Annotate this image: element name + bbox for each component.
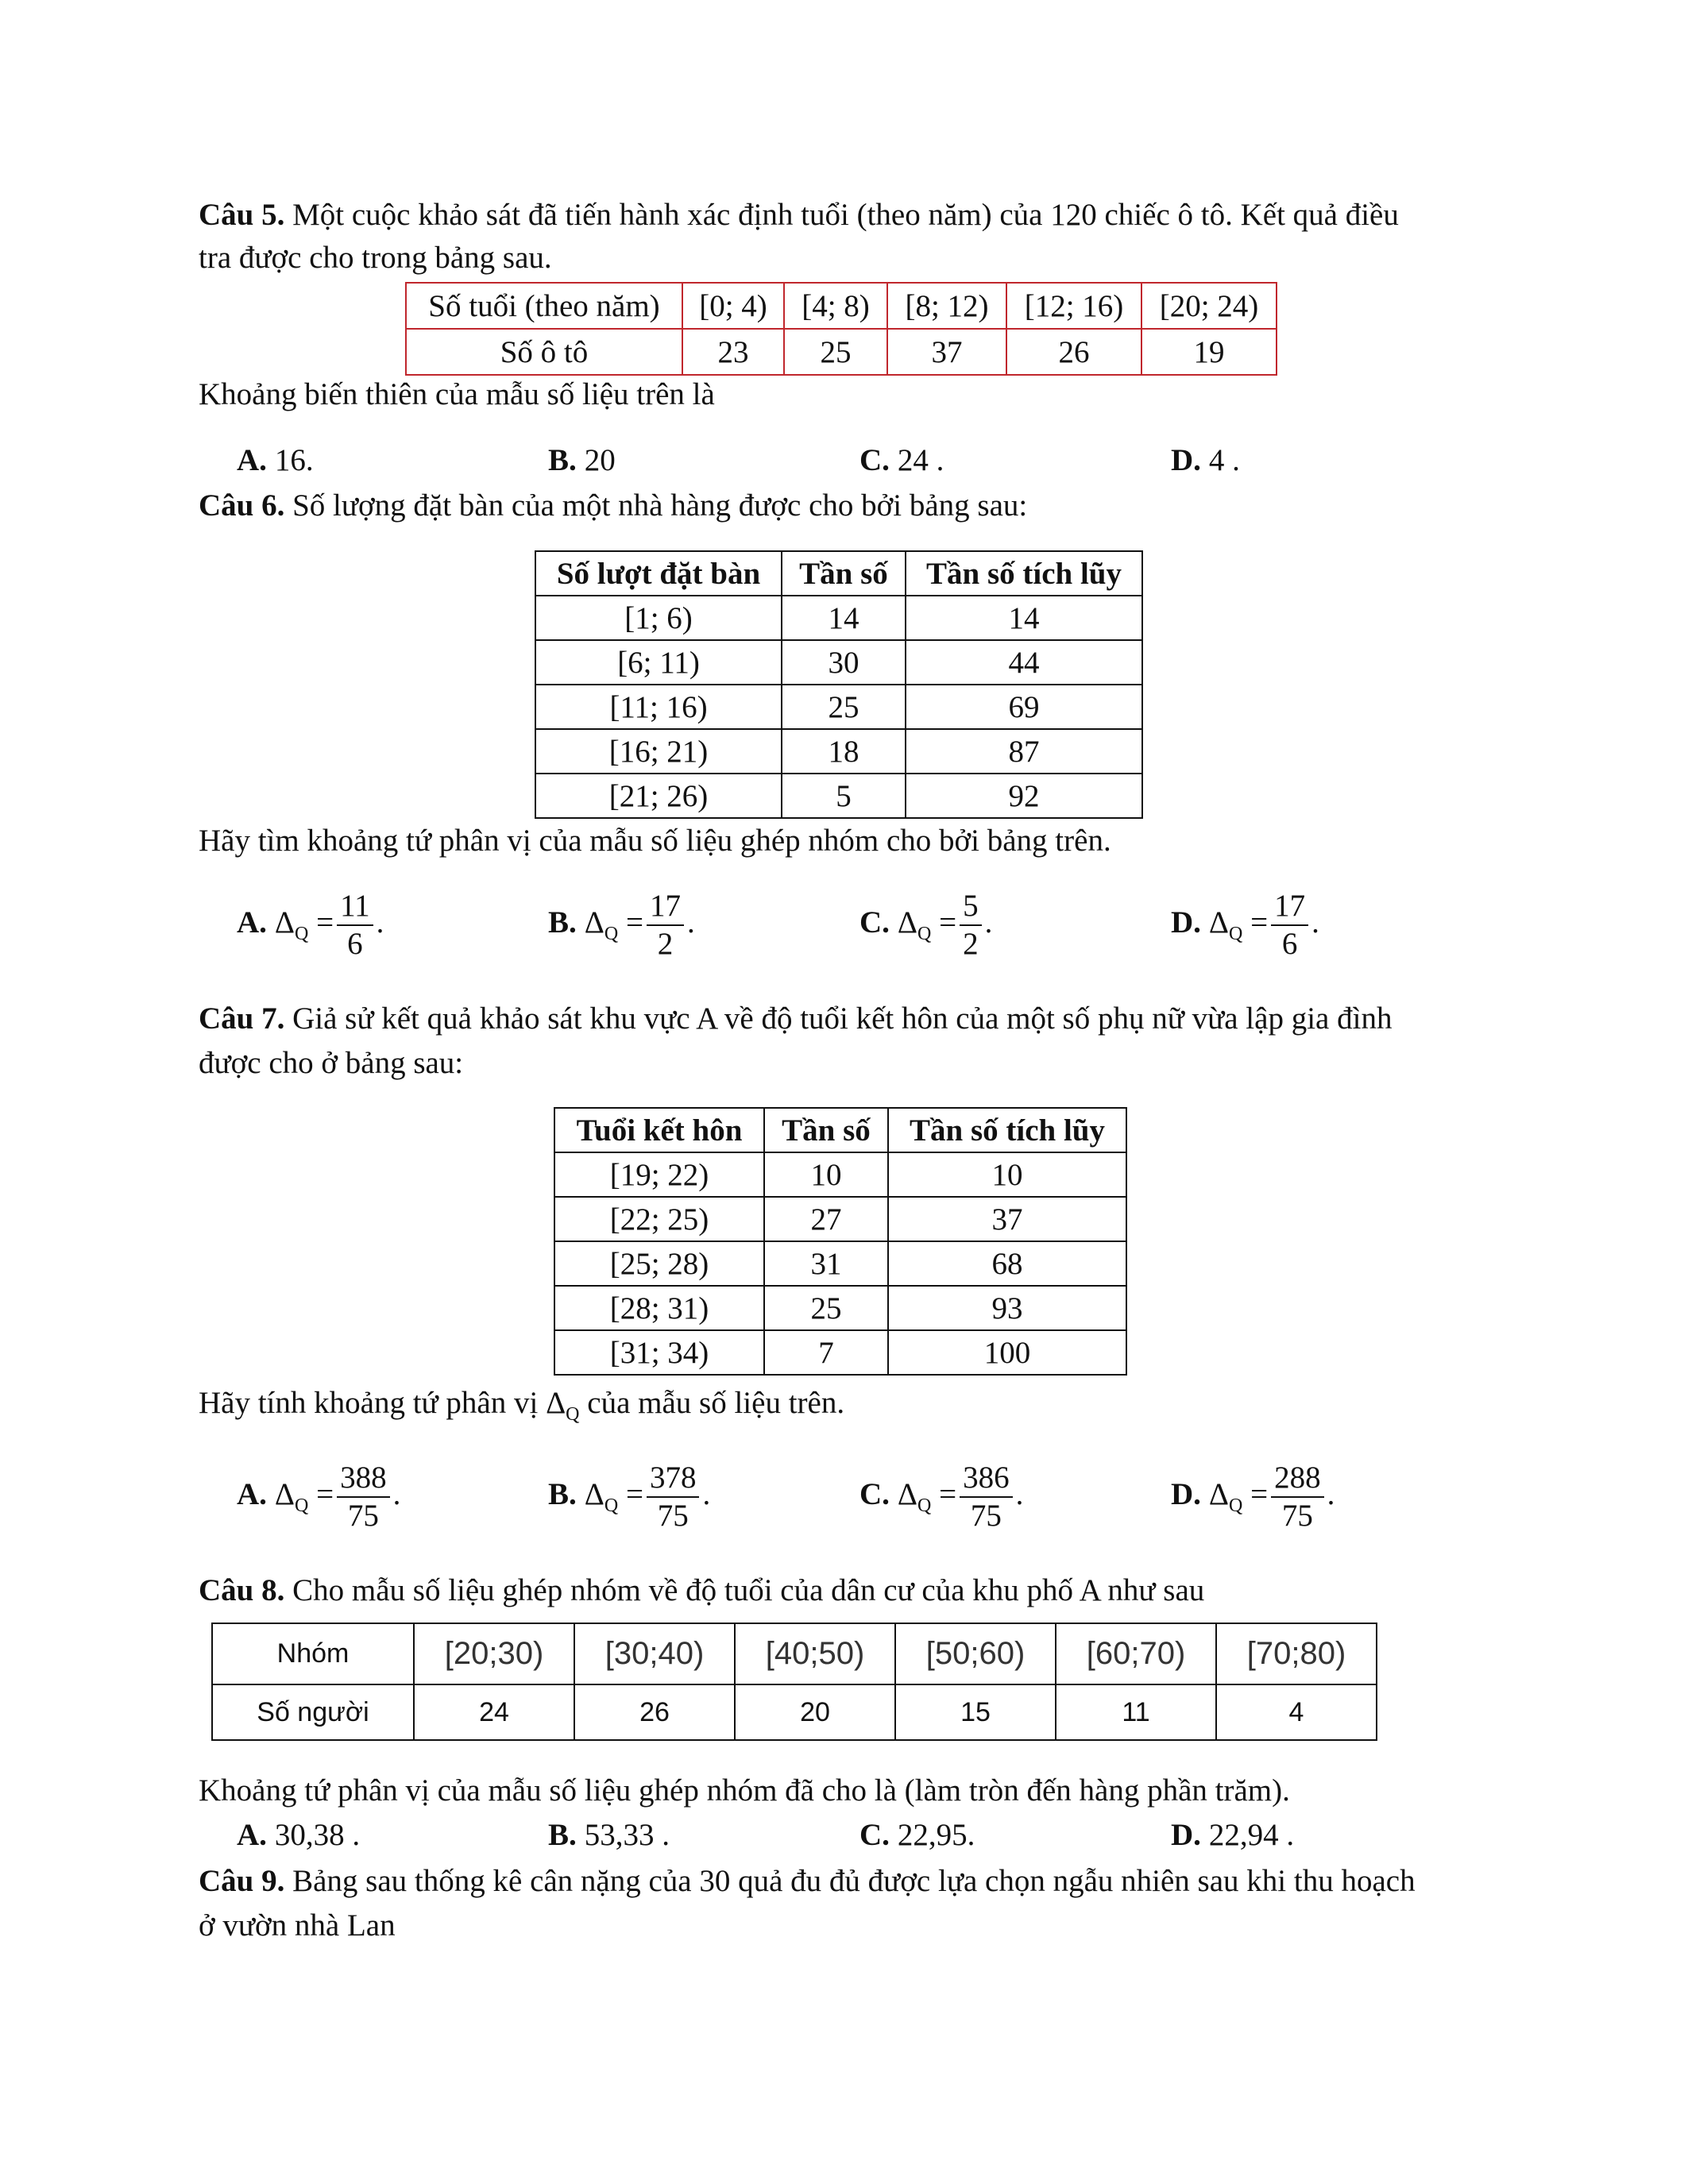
table-row (535, 774, 1142, 818)
table-cell: 14 (906, 596, 1142, 640)
table-row (406, 283, 1277, 329)
table-cell: Số tuổi (theo năm) (406, 283, 682, 329)
option-letter: B. (548, 905, 577, 940)
table-row (554, 1241, 1126, 1286)
delta-symbol: $\Delta_Q$ (897, 905, 932, 944)
q6-option-b: B. $\Delta_Q$ = $\frac{17}{2}$ . (548, 889, 695, 961)
q6-text: Số lượng đặt bàn của một nhà hàng được cho bởi bảng sau: (284, 488, 1028, 523)
option-value: 22,95. (897, 1818, 975, 1852)
q7-option-d: D. $\Delta_Q$ = $\frac{288}{75}$ . (1171, 1461, 1335, 1533)
table-row (554, 1330, 1126, 1375)
table-header-row (535, 551, 1142, 596)
q5-option-d (1171, 441, 1240, 480)
table-cell: 15 (895, 1684, 1056, 1740)
q9-text1: Bảng sau thống kê cân nặng của 30 quả đu đủ được lựa chọn ngẫu nhiên sau khi thu hoạch (284, 1864, 1416, 1898)
table-cell: [6; 11) (535, 640, 782, 685)
table-cell: 44 (906, 640, 1142, 685)
q7-text1: Giả sử kết quả khảo sát khu vực A về độ tuổi kết hôn của một số phụ nữ vừa lập gia đình (284, 1001, 1393, 1036)
table-cell: 14 (782, 596, 906, 640)
table-cell: 25 (782, 685, 906, 729)
option-letter: A. (237, 1476, 267, 1511)
table-row (554, 1286, 1126, 1330)
option-letter: C. (859, 443, 890, 477)
table-cell: 10 (764, 1152, 888, 1197)
option-letter: D. (1171, 905, 1201, 940)
q5-option-a (237, 441, 314, 480)
q8-option-c (859, 1815, 975, 1855)
table-cell: [70;80) (1216, 1623, 1377, 1684)
q8-text: Cho mẫu số liệu ghép nhóm về độ tuổi của dân cư của khu phố A như sau (284, 1573, 1205, 1607)
q6-line (199, 486, 1027, 526)
delta-symbol: $\Delta_Q$ (274, 1476, 309, 1516)
q5-question: Khoảng biến thiên của mẫu số liệu trên là (199, 377, 715, 411)
table-cell: [20; 24) (1141, 283, 1277, 329)
q5-option-c (859, 441, 944, 480)
q5-text1: Một cuộc khảo sát đã tiến hành xác định tuổi (theo năm) của 120 chiếc ô tô. Kết quả điều (284, 198, 1399, 232)
q9-label: Câu 9. (199, 1864, 285, 1898)
table-cell: [40;50) (735, 1623, 895, 1684)
q6-option-a: A. $\Delta_Q$ = $\frac{11}{6}$ . (237, 889, 384, 961)
table-cell: [21; 26) (535, 774, 782, 818)
q7-option-a: A. $\Delta_Q$ = $\frac{388}{75}$ . (237, 1461, 401, 1533)
fraction: $\frac{288}{75}$ (1271, 1460, 1324, 1534)
q6-table (535, 550, 1143, 819)
table-cell: 26 (1006, 329, 1141, 375)
fraction: $\frac{5}{2}$ (960, 888, 982, 963)
table-cell: 25 (764, 1286, 888, 1330)
q8-line (199, 1571, 1204, 1611)
q8-question: Khoảng tứ phân vị của mẫu số liệu ghép nhóm đã cho là (làm tròn đến hàng phần trăm). (199, 1773, 1290, 1808)
q8-label: Câu 8. (199, 1573, 285, 1607)
table-cell: 68 (888, 1241, 1126, 1286)
table-cell: 5 (782, 774, 906, 818)
option-letter: C. (859, 1476, 890, 1511)
option-value: 22,94 . (1208, 1818, 1295, 1852)
delta-symbol: $\Delta_Q$ (1208, 905, 1243, 944)
table-cell: [16; 21) (535, 729, 782, 774)
table-cell: 24 (414, 1684, 574, 1740)
table-cell: [22; 25) (554, 1197, 764, 1241)
table-cell: 93 (888, 1286, 1126, 1330)
q5-label: Câu 5. (199, 198, 285, 232)
table-row (212, 1684, 1377, 1740)
q7-option-c: C. $\Delta_Q$ = $\frac{386}{75}$ . (859, 1461, 1024, 1533)
table-cell: [1; 6) (535, 596, 782, 640)
table-cell: 18 (782, 729, 906, 774)
table-cell: 30 (782, 640, 906, 685)
table-cell: 87 (906, 729, 1142, 774)
q8-option-d (1171, 1815, 1294, 1855)
table-cell: 7 (764, 1330, 888, 1375)
table-cell: [20;30) (414, 1623, 574, 1684)
table-cell: 19 (1141, 329, 1277, 375)
table-cell: 27 (764, 1197, 888, 1241)
table-cell: 26 (574, 1684, 735, 1740)
option-value: 53,33 . (584, 1818, 670, 1852)
fraction: $\frac{378}{75}$ (647, 1460, 700, 1534)
table-cell: [31; 34) (554, 1330, 764, 1375)
option-letter: D. (1171, 1818, 1201, 1852)
q7-question: Hãy tính khoảng tứ phân vị $\Delta_Q$ của mẫu số liệu trên. (199, 1386, 845, 1425)
table-cell: 20 (735, 1684, 895, 1740)
table-cell: [19; 22) (554, 1152, 764, 1197)
table-cell: 4 (1216, 1684, 1377, 1740)
table-cell: 92 (906, 774, 1142, 818)
option-letter: A. (237, 905, 267, 940)
table-cell: 11 (1056, 1684, 1216, 1740)
q7-table (554, 1107, 1127, 1376)
option-letter: C. (859, 1818, 890, 1852)
table-row (535, 640, 1142, 685)
option-value: 20 (584, 443, 616, 477)
table-cell: 37 (888, 1197, 1126, 1241)
table-row (535, 729, 1142, 774)
option-letter: A. (237, 443, 267, 477)
q5-line2: tra được cho trong bảng sau. (199, 241, 552, 275)
fraction: $\frac{11}{6}$ (337, 888, 373, 963)
table-row (212, 1623, 1377, 1684)
delta-symbol: $\Delta_Q$ (584, 1476, 619, 1516)
table-header: Số lượt đặt bàn (535, 551, 782, 596)
q8-option-b (548, 1815, 670, 1855)
table-cell: [30;40) (574, 1623, 735, 1684)
table-header: Tần số tích lũy (888, 1108, 1126, 1152)
q6-label: Câu 6. (199, 488, 285, 523)
fraction: $\frac{386}{75}$ (960, 1460, 1013, 1534)
table-header: Tần số tích lũy (906, 551, 1142, 596)
table-cell: [28; 31) (554, 1286, 764, 1330)
delta-symbol: $\Delta_Q$ (897, 1476, 932, 1516)
table-cell: 69 (906, 685, 1142, 729)
option-letter: D. (1171, 443, 1201, 477)
q9-line1 (199, 1862, 1416, 1901)
fraction: $\frac{17}{2}$ (647, 888, 684, 963)
q7-line1 (199, 999, 1392, 1039)
table-cell: Nhóm (212, 1623, 414, 1684)
table-row (535, 596, 1142, 640)
q5-table (405, 282, 1277, 376)
table-cell: 37 (887, 329, 1006, 375)
table-cell: Số ô tô (406, 329, 682, 375)
table-cell: [0; 4) (682, 283, 784, 329)
table-cell: 25 (784, 329, 887, 375)
table-cell: [12; 16) (1006, 283, 1141, 329)
table-cell: [50;60) (895, 1623, 1056, 1684)
table-cell: 31 (764, 1241, 888, 1286)
table-cell: 10 (888, 1152, 1126, 1197)
table-cell: [4; 8) (784, 283, 887, 329)
q9-line2: ở vườn nhà Lan (199, 1908, 396, 1943)
delta-symbol: $\Delta_Q$ (274, 905, 309, 944)
option-value: 30,38 . (274, 1818, 361, 1852)
table-cell: [60;70) (1056, 1623, 1216, 1684)
q7-option-b: B. $\Delta_Q$ = $\frac{378}{75}$ . (548, 1461, 711, 1533)
delta-symbol: $\Delta_Q$ (1208, 1476, 1243, 1516)
option-letter: B. (548, 1818, 577, 1852)
table-cell: [11; 16) (535, 685, 782, 729)
table-cell: 23 (682, 329, 784, 375)
option-letter: D. (1171, 1476, 1201, 1511)
q7-label: Câu 7. (199, 1001, 285, 1036)
table-row (554, 1152, 1126, 1197)
q5-option-b (548, 441, 616, 480)
q5-line1 (199, 195, 1399, 235)
q6-question: Hãy tìm khoảng tứ phân vị của mẫu số liệu ghép nhóm cho bởi bảng trên. (199, 824, 1111, 858)
table-row (406, 329, 1277, 375)
table-header: Tần số (782, 551, 906, 596)
table-cell: [25; 28) (554, 1241, 764, 1286)
option-letter: B. (548, 443, 577, 477)
delta-symbol: $\Delta_Q$ (584, 905, 619, 944)
table-cell: [8; 12) (887, 283, 1006, 329)
delta-symbol: $\Delta_Q$ (546, 1386, 580, 1425)
option-value: 24 . (897, 443, 944, 477)
q7-line2: được cho ở bảng sau: (199, 1046, 464, 1080)
table-cell: 100 (888, 1330, 1126, 1375)
option-letter: B. (548, 1476, 577, 1511)
table-row (535, 685, 1142, 729)
q8-table (211, 1623, 1377, 1741)
q6-option-c: C. $\Delta_Q$ = $\frac{5}{2}$ . (859, 889, 993, 961)
table-row (554, 1197, 1126, 1241)
table-header-row (554, 1108, 1126, 1152)
table-header: Tuổi kết hôn (554, 1108, 764, 1152)
q8-option-a (237, 1815, 360, 1855)
option-letter: C. (859, 905, 890, 940)
option-letter: A. (237, 1818, 267, 1852)
q6-option-d: D. $\Delta_Q$ = $\frac{17}{6}$ . (1171, 889, 1319, 961)
table-cell: Số người (212, 1684, 414, 1740)
table-header: Tần số (764, 1108, 888, 1152)
option-value: 16. (274, 443, 314, 477)
fraction: $\frac{17}{6}$ (1271, 888, 1308, 963)
option-value: 4 . (1208, 443, 1240, 477)
fraction: $\frac{388}{75}$ (337, 1460, 390, 1534)
